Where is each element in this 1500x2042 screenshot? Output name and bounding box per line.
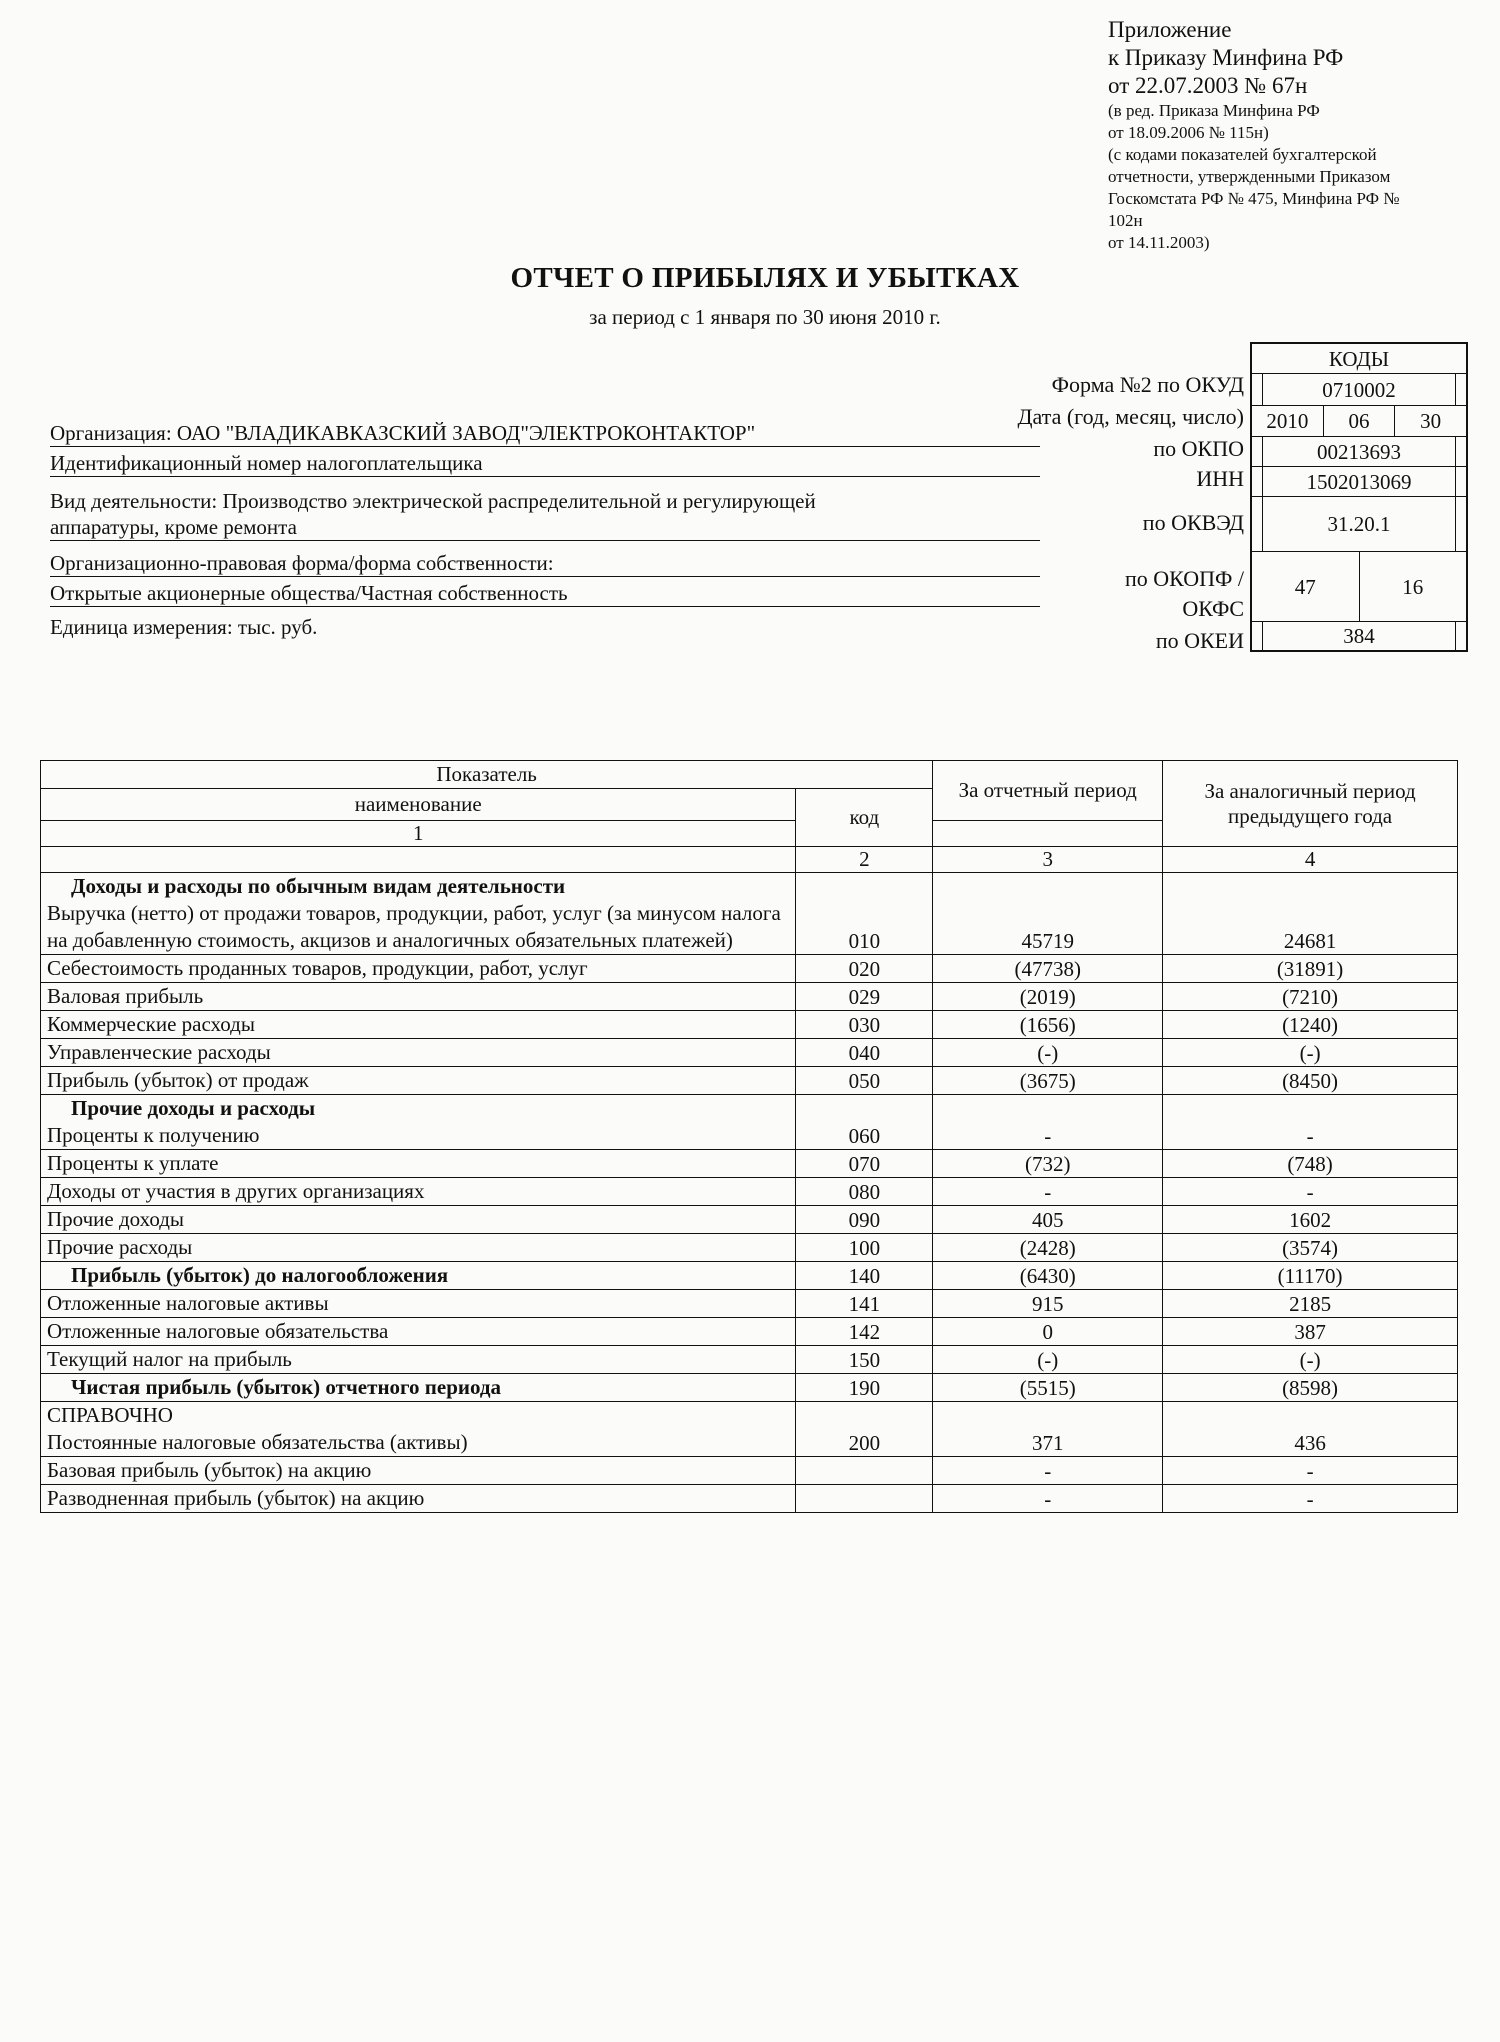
row-prev: 436 — [1163, 1429, 1458, 1457]
row-code: 200 — [796, 1429, 933, 1457]
appendix-line: от 18.09.2006 № 115н) — [1108, 123, 1269, 142]
okopf-value: 47 — [1252, 552, 1360, 621]
row-name: Отложенные налоговые активы — [41, 1290, 796, 1318]
table-row — [41, 1122, 1458, 1150]
report-title: ОТЧЕТ О ПРИБЫЛЯХ И УБЫТКАХ — [510, 262, 1020, 294]
row-code — [796, 1485, 933, 1513]
okud-value: 0710002 — [1252, 374, 1466, 406]
header-prev: За аналогичный период предыдущего года — [1163, 761, 1458, 847]
section-title: Доходы и расходы по обычным видам деятельности — [41, 873, 796, 901]
table-row — [41, 1150, 1458, 1178]
appendix-line: (с кодами показателей бухгалтерской — [1108, 145, 1377, 164]
table-row — [41, 1318, 1458, 1346]
taxpayer-id-line: Идентификационный номер налогоплательщика — [50, 450, 1040, 477]
inn-label: ИНН — [1196, 466, 1244, 491]
section-title: Прочие доходы и расходы — [41, 1095, 796, 1123]
row-prev: (3574) — [1163, 1234, 1458, 1262]
row-code: 029 — [796, 983, 933, 1011]
reference-row — [41, 1402, 1458, 1430]
appendix-line: Госкомстата РФ № 475, Минфина РФ № — [1108, 189, 1400, 208]
row-code: 060 — [796, 1122, 933, 1150]
header-current: За отчетный период — [933, 761, 1163, 821]
col-number: 3 — [933, 847, 1163, 873]
table-header-row — [41, 761, 1458, 789]
table-row — [41, 1039, 1458, 1067]
date-value — [1252, 406, 1466, 437]
organization-line: Организация: ОАО "ВЛАДИКАВКАЗСКИЙ ЗАВОД"ЭЛЕКТРОКОНТАКТОР" — [50, 420, 1040, 447]
row-name: Базовая прибыль (убыток) на акцию — [41, 1457, 796, 1485]
header-code: код — [796, 789, 933, 847]
header-indicator: Показатель — [41, 761, 933, 789]
row-name: Прочие расходы — [41, 1234, 796, 1262]
row-current: (1656) — [933, 1011, 1163, 1039]
row-name: Доходы от участия в других организациях — [41, 1178, 796, 1206]
row-current: - — [933, 1178, 1163, 1206]
okfs-value: 16 — [1402, 575, 1424, 599]
row-prev: (-) — [1163, 1039, 1458, 1067]
appendix-line: отчетности, утвержденными Приказом — [1108, 167, 1391, 186]
okei-label: по ОКЕИ — [1155, 628, 1244, 653]
okopf-label: по ОКОПФ / — [1124, 566, 1244, 591]
okpo-value: 00213693 — [1252, 437, 1466, 467]
row-code: 080 — [796, 1178, 933, 1206]
col-number — [41, 847, 796, 873]
row-code: 030 — [796, 1011, 933, 1039]
row-code: 142 — [796, 1318, 933, 1346]
row-name: Текущий налог на прибыль — [41, 1346, 796, 1374]
table-row — [41, 1290, 1458, 1318]
row-code: 050 — [796, 1067, 933, 1095]
row-current: - — [933, 1485, 1163, 1513]
appendix-line: Приложение — [1108, 17, 1232, 42]
table-row — [41, 1374, 1458, 1402]
row-name: Прочие доходы — [41, 1206, 796, 1234]
row-current: (-) — [933, 1039, 1163, 1067]
col-number: 2 — [796, 847, 933, 873]
row-current: (2428) — [933, 1234, 1163, 1262]
row-name: Разводненная прибыль (убыток) на акцию — [41, 1485, 796, 1513]
row-code: 070 — [796, 1150, 933, 1178]
okopf-okfs-value — [1252, 552, 1466, 622]
table-row — [41, 1178, 1458, 1206]
table-row — [41, 983, 1458, 1011]
okud-label: Форма №2 по ОКУД — [1051, 372, 1244, 397]
appendix-line: (в ред. Приказа Минфина РФ — [1108, 101, 1320, 120]
row-code: 020 — [796, 955, 933, 983]
row-prev: - — [1163, 1485, 1458, 1513]
row-name: Управленческие расходы — [41, 1039, 796, 1067]
row-name: Отложенные налоговые обязательства — [41, 1318, 796, 1346]
row-prev: (7210) — [1163, 983, 1458, 1011]
row-current: 371 — [933, 1429, 1163, 1457]
row-name: Чистая прибыль (убыток) отчетного периода — [41, 1374, 796, 1402]
date-year: 2010 — [1252, 406, 1324, 436]
appendix-line: к Приказу Минфина РФ — [1108, 45, 1344, 70]
legal-form-value: Открытые акционерные общества/Частная собственность — [50, 580, 1040, 607]
row-current: (6430) — [933, 1262, 1163, 1290]
row-name: Проценты к получению — [41, 1122, 796, 1150]
row-code: 141 — [796, 1290, 933, 1318]
row-prev: (1240) — [1163, 1011, 1458, 1039]
row-current: - — [933, 1457, 1163, 1485]
col-number: 4 — [1163, 847, 1458, 873]
inn-value: 1502013069 — [1252, 467, 1466, 497]
codes-header: КОДЫ — [1252, 344, 1466, 374]
row-code — [796, 1457, 933, 1485]
date-label: Дата (год, месяц, число) — [1017, 404, 1244, 429]
row-name: Прибыль (убыток) от продаж — [41, 1067, 796, 1095]
row-current: (-) — [933, 1346, 1163, 1374]
row-name: Коммерческие расходы — [41, 1011, 796, 1039]
table-row — [41, 1457, 1458, 1485]
codes-box — [1250, 342, 1468, 652]
row-name: Прибыль (убыток) до налогообложения — [41, 1262, 796, 1290]
row-prev: - — [1163, 1457, 1458, 1485]
row-name: Постоянные налоговые обязательства (активы) — [41, 1429, 796, 1457]
income-statement-table — [40, 760, 1458, 1513]
row-prev: (-) — [1163, 1346, 1458, 1374]
table-row — [41, 955, 1458, 983]
row-current: 915 — [933, 1290, 1163, 1318]
row-prev: (8450) — [1163, 1067, 1458, 1095]
okfs-label: ОКФС — [1182, 596, 1244, 621]
row-prev: (11170) — [1163, 1262, 1458, 1290]
table-row — [41, 1206, 1458, 1234]
row-prev: - — [1163, 1122, 1458, 1150]
row-current: (5515) — [933, 1374, 1163, 1402]
row-code: 150 — [796, 1346, 933, 1374]
row-current: 405 — [933, 1206, 1163, 1234]
row-code: 040 — [796, 1039, 933, 1067]
okei-value: 384 — [1252, 622, 1466, 650]
row-code: 090 — [796, 1206, 933, 1234]
row-current: (2019) — [933, 983, 1163, 1011]
row-code: 100 — [796, 1234, 933, 1262]
unit-line: Единица измерения: тыс. руб. — [50, 615, 318, 639]
row-name: Себестоимость проданных товаров, продукции, работ, услуг — [41, 955, 796, 983]
row-name: Проценты к уплате — [41, 1150, 796, 1178]
table-row — [41, 1485, 1458, 1513]
okved-value: 31.20.1 — [1252, 497, 1466, 552]
row-code: 140 — [796, 1262, 933, 1290]
table-row — [41, 1011, 1458, 1039]
appendix-line: 102н — [1108, 211, 1143, 230]
report-period: за период с 1 января по 30 июня 2010 г. — [589, 305, 941, 329]
activity-line-1: Вид деятельности: Производство электрической распределительной и регулирующей — [50, 489, 816, 513]
row-current: (47738) — [933, 955, 1163, 983]
row-prev: 2185 — [1163, 1290, 1458, 1318]
column-numbers-row — [41, 847, 1458, 873]
row-name: Выручка (нетто) от продажи товаров, продукции, работ, услуг (за минусом налога на добавленную стоимость, акцизов и аналогичных обязательных платежей) — [41, 900, 796, 955]
appendix-note — [1108, 16, 1498, 254]
row-prev: - — [1163, 1178, 1458, 1206]
table-row — [41, 900, 1458, 955]
legal-form-label: Организационно-правовая форма/форма собственности: — [50, 550, 1040, 577]
appendix-line: от 14.11.2003) — [1108, 233, 1210, 252]
row-current: - — [933, 1122, 1163, 1150]
date-month: 06 — [1324, 406, 1396, 436]
appendix-line: от 22.07.2003 № 67н — [1108, 73, 1308, 98]
activity-line-2: аппаратуры, кроме ремонта — [50, 514, 1040, 541]
row-current: 45719 — [933, 900, 1163, 955]
row-prev: 387 — [1163, 1318, 1458, 1346]
date-day: 30 — [1420, 409, 1442, 433]
table-row — [41, 1429, 1458, 1457]
okved-label: по ОКВЭД — [1142, 510, 1244, 535]
row-prev: (31891) — [1163, 955, 1458, 983]
row-prev: 24681 — [1163, 900, 1458, 955]
row-prev: 1602 — [1163, 1206, 1458, 1234]
row-current: (732) — [933, 1150, 1163, 1178]
section-row — [41, 873, 1458, 901]
row-current: (3675) — [933, 1067, 1163, 1095]
header-name: наименование — [41, 789, 796, 821]
table-row — [41, 1262, 1458, 1290]
table-row — [41, 1346, 1458, 1374]
col-number: 1 — [41, 821, 796, 847]
row-prev: (8598) — [1163, 1374, 1458, 1402]
section-row — [41, 1095, 1458, 1123]
row-name: Валовая прибыль — [41, 983, 796, 1011]
table-row — [41, 1234, 1458, 1262]
row-code: 010 — [796, 900, 933, 955]
row-code: 190 — [796, 1374, 933, 1402]
row-current: 0 — [933, 1318, 1163, 1346]
reference-label: СПРАВОЧНО — [41, 1402, 796, 1430]
okpo-label: по ОКПО — [1153, 436, 1244, 461]
table-row — [41, 1067, 1458, 1095]
row-prev: (748) — [1163, 1150, 1458, 1178]
